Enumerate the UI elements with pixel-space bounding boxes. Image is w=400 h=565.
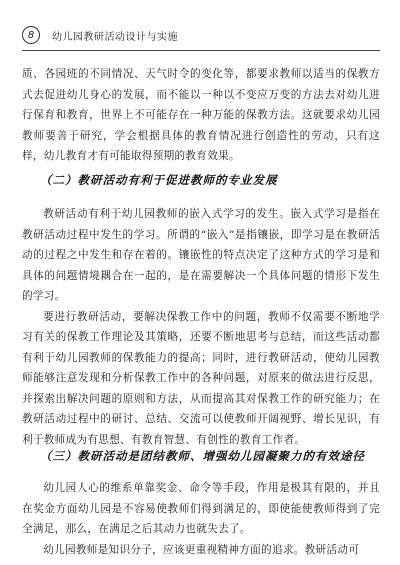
paragraph: 要进行教研活动，要解决保教工作中的问题，教师不仅需要不断地学习有关的保教工作理论及其策略，还要不断地思考与总结，而这些活动都有利于幼儿园教师的保教能力的提高；同时，进行教研活动，使幼儿园教师能够注意发现和分析保教工作中的各种问题，对原来的做法进行反思，并探索出解决问题的原则和方法，从而提高其对保教工作的研究能力；在教研活动过程中的研讨、总结、交流可以使教师开阔视野、增长见识，有利于教师成为有思想、有教育智慧、有创性的教育工作者。 — [22, 310, 380, 446]
header-rule — [22, 50, 380, 51]
section-heading-2: （二）教研活动有利于促进教师的专业发展 — [40, 173, 278, 187]
section-3-body — [22, 478, 380, 560]
running-title: 幼儿园教研活动设计与实施 — [52, 31, 178, 43]
paragraph: 幼儿园人心的维系单靠奖金、命令等手段，作用是极其有限的，并且在奖金方面幼儿园是不容易使教师们得到满足的，即使能使教师得到了完全满足，那么，在满足之后其动力也就失去了。 — [22, 482, 380, 535]
section-heading-3: （三）教研活动是团结教师、增强幼儿园凝聚力的有效途径 — [40, 449, 365, 463]
paragraph: 幼儿园教师是知识分子，应该更重视精神方面的追求。教研活动可 — [43, 543, 360, 556]
running-head — [22, 24, 380, 46]
continued-paragraph-block — [22, 64, 380, 167]
paragraph: 质、各园班的不同情况、天气时令的变化等，都要求教师以适当的保教方式去促进幼儿身心的发展，而不能以一种以不变应万变的方法去对幼儿进行保育和教育，世界上不可能存在一种万能的保教方法。这就要求幼儿园教师要善于研究，学会根据具体的教育情况进行创造性的劳动，只有这样，幼儿教育才有可能取得预期的教育效果。 — [22, 68, 380, 162]
section-2-body — [22, 204, 380, 450]
page-number: 8 — [22, 26, 40, 44]
paragraph: 教研活动有利于幼儿园教师的嵌入式学习的发生。嵌入式学习是指在教研活动过程中发生的学习。所谓的“嵌入”是指镶嵌，即学习是在教研活动的过程之中发生和存在着的。镶嵌性的特点决定了这种方式的学习是和具体的问题情境耦合在一起的，是在需要解决一个具体问题的情形下发生的学习。 — [22, 208, 380, 302]
